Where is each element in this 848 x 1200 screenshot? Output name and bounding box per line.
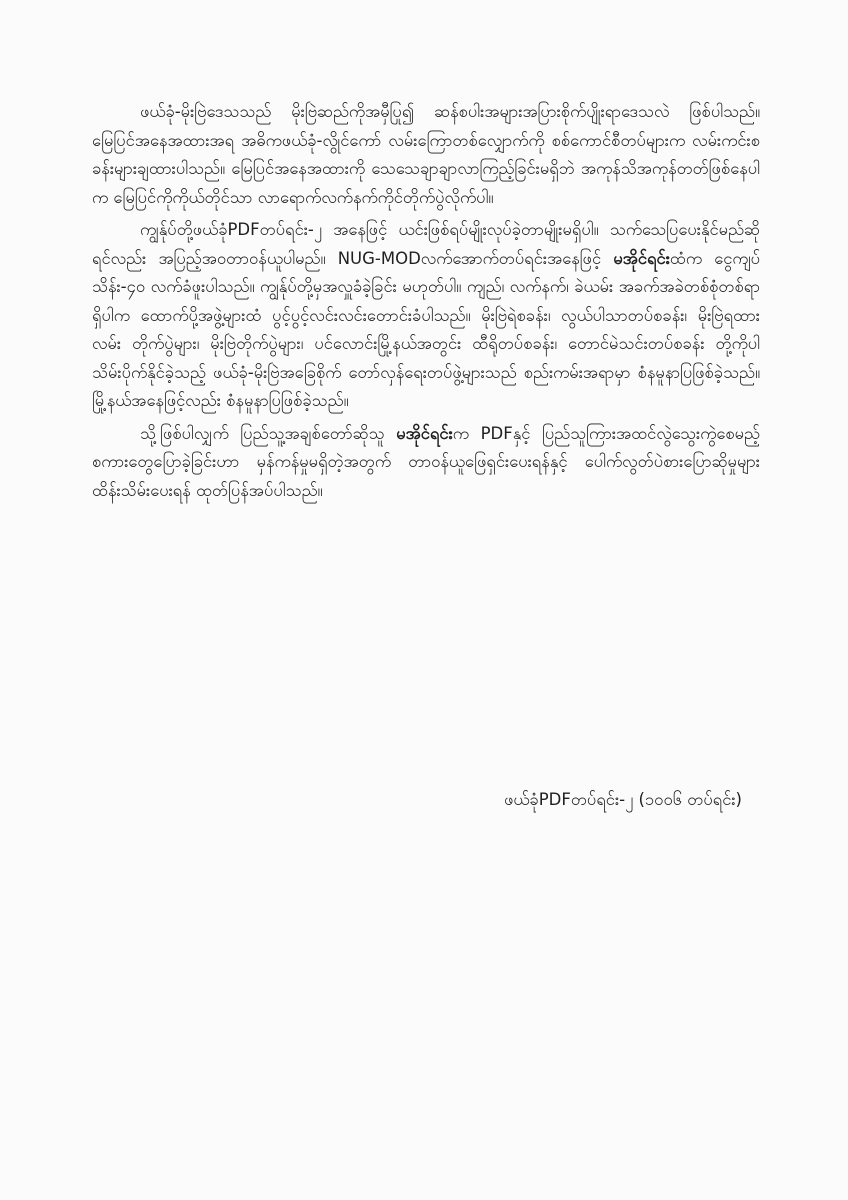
paragraph-1 [92,98,760,212]
bold-name-ma-ai-yin: မအိုင်ရင်း [613,248,670,268]
paragraph-2-text-start: ကျွန်ုပ်တို့ဖယ်ခုံPDFတပ်ရင်း-၂ အနေဖြင့် ယင်းဖြစ်ရပ်မျိုးလုပ်ခဲ့တာမျိုးမရှိပါ။ သက်သေပြပေးနိုင်မည်ဆိုရင်လည်း အပြည့်အဝတာဝန်ယူပါမည်။ NUG-MODလက်အောက်တပ်ရင်းအနေဖြင့် [92,220,760,268]
paragraph-3-text-start: သို့ဖြစ်ပါလျှက် ပြည်သူ့အချစ်တော်ဆိုသူ [140,423,397,443]
paragraph-3-text-end: က PDFနှင့် ပြည်သူကြားအထင်လွဲသွေးကွဲစေမည့် စကားတွေပြောခဲ့ခြင်းဟာ မှန်ကန်မှုမရှိတဲ့အတွက် တာဝန်ယူဖြေရှင်းပေးရန်နှင့် ပေါက်လွတ်ပဲစားပြောဆိုမှုများ ထိန်းသိမ်းပေးရန် ထုတ်ပြန်အပ်ပါသည်။ [92,423,761,500]
paragraph-2 [92,216,760,416]
paragraph-1-text: ဖယ်ခုံ-မိုးဗြဲဒေသသည် မိုးဗြဲဆည်ကိုအမှီပြု၍ ဆန်စပါးအများအပြားစိုက်ပျိုးရာဒေသလဲ ဖြစ်ပါသည်။ မြေပြင်အနေအထားအရ အဓိကဖယ်ခုံ-လွိုင်ကော် လမ်းကြောတစ်လျှောက်ကို စစ်ကောင်စီတပ်များက လမ်းကင်းစခန်းများချထားပါသည်။ မြေပြင်အနေအထားကို သေသေချာချာလာကြည့်ခြင်းမရှိဘဲ အကုန်သိအကုန်တတ်ဖြစ်နေပါက မြေပြင်ကိုကိုယ်တိုင်သာ လာရောက်လက်နက်ကိုင်တိုက်ပွဲလိုက်ပါ။ [92,102,760,207]
statement-body [92,98,760,509]
paragraph-3 [92,420,760,506]
signature-line: ဖယ်ခုံPDFတပ်ရင်း-၂ (၁၀၀၆ တပ်ရင်း) [503,790,742,809]
paragraph-2-text-end: ထံက ငွေကျပ်သိန်း-၄၀ လက်ခံဖူးပါသည်။ ကျွန်ုပ်တို့မှအလှူခံခဲ့ခြင်း မဟုတ်ပါ။ ကျည်၊ လက်နက်၊ ခဲယမ်း အခက်အခဲတစ်စုံတစ်ရာရှိပါက ထောက်ပို့အဖွဲ့များထံ ပွင့်ပွင့်လင်းလင်းတောင်းခံပါသည်။ မိုးဗြဲရဲစခန်း၊ လွယ်ပါသာတပ်စခန်း၊ မိုးဗြဲရထားလမ်း တိုက်ပွဲများ၊ မိုးဗြဲတိုက်ပွဲများ၊ ပင်လောင်းမြို့နယ်အတွင်း ထီရိုတပ်စခန်း၊ တောင်မဲသင်းတပ်စခန်း တို့ကိုပါသိမ်းပိုက်နိုင်ခဲ့သည့် ဖယ်ခုံ-မိုးဗြဲအခြေစိုက် တော်လှန်ရေးတပ်ဖွဲ့များသည် စည်းကမ်းအရာမှာ စံနမူနာပြဖြစ်ခဲ့သည်။ မြို့နယ်အနေဖြင့်လည်း စံနမူနာပြဖြစ်ခဲ့သည်။ [92,248,760,410]
bold-name-ma-ai-yin: မအိုင်ရင်း [396,423,453,443]
